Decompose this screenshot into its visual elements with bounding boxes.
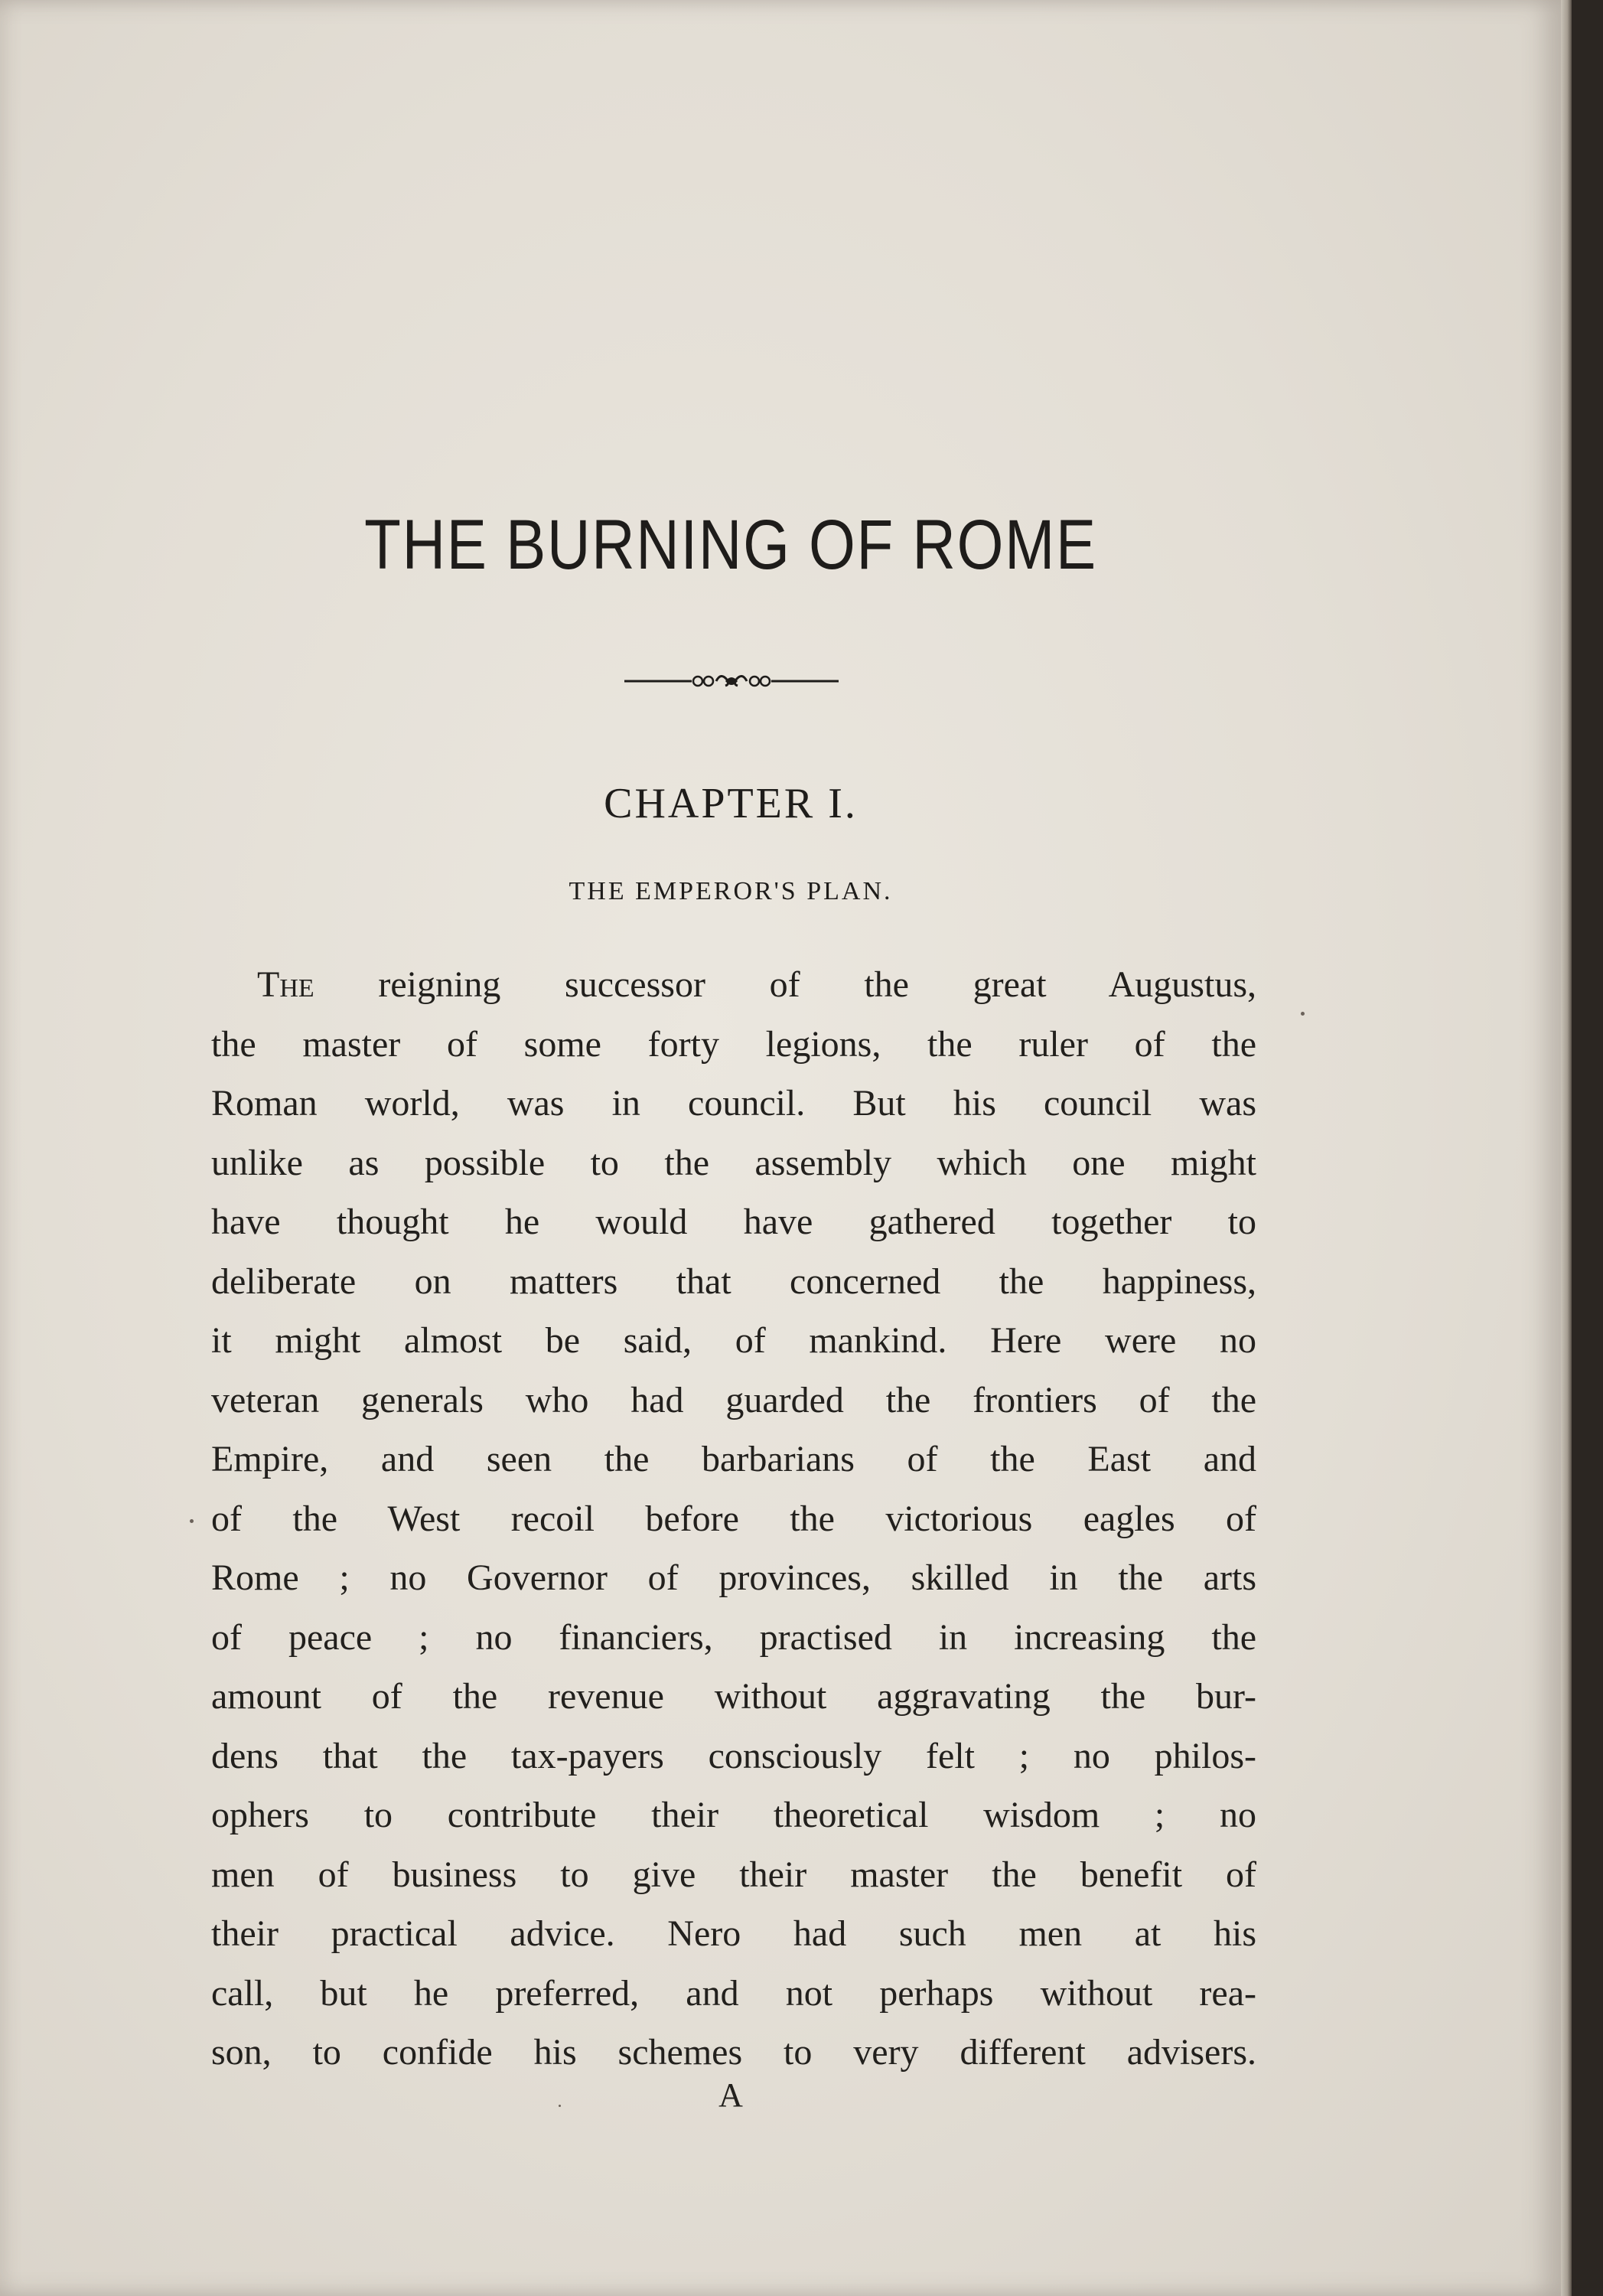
signature-mark: A xyxy=(718,2076,743,2114)
text-line: the master of some forty legions, the ruler of the xyxy=(211,1023,1256,1065)
text-line: men of business to give their master the benefit of xyxy=(211,1854,1256,1895)
book-title: THE BURNING OF ROME xyxy=(364,506,1097,584)
text-line: Empire, and seen the barbarians of the East and xyxy=(211,1439,1256,1479)
text-line: Rome ; no Governor of provinces, skilled in the arts xyxy=(211,1557,1256,1598)
ornament-divider xyxy=(624,666,839,696)
text-line xyxy=(211,955,1256,1015)
paper-speck xyxy=(1301,1012,1305,1016)
chapter-heading: CHAPTER I. xyxy=(604,780,858,827)
text-line: it might almost be said, of mankind. Here were no xyxy=(211,1320,1256,1361)
text-line: unlike as possible to the assembly which one might xyxy=(211,1142,1256,1183)
page-edge xyxy=(1561,0,1572,2296)
paper-speck xyxy=(559,2105,561,2107)
text-line: deliberate on matters that concerned the happiness, xyxy=(211,1261,1256,1302)
chapter-subtitle: THE EMPEROR'S PLAN. xyxy=(569,877,893,905)
text-line: veteran generals who had guarded the frontiers of the xyxy=(211,1379,1256,1420)
text-line: Roman world, was in council. But his council was xyxy=(211,1083,1256,1124)
text-line: son, to confide his schemes to very different advisers. xyxy=(211,2032,1256,2073)
text-line: their practical advice. Nero had such men at his xyxy=(211,1913,1256,1954)
text-line: of peace ; no financiers, practised in increasing the xyxy=(211,1616,1256,1658)
text-line: call, but he preferred, and not perhaps without rea- xyxy=(211,1972,1256,2014)
text-line-content: reigning successor of the great Augustus, xyxy=(378,964,1256,1005)
text-line: of the West recoil before the victorious eagles of xyxy=(211,1498,1256,1539)
first-word: The xyxy=(257,964,314,1005)
text-line: amount of the revenue without aggravating the bur- xyxy=(211,1676,1256,1717)
text-line: ophers to contribute their theoretical wisdom ; no xyxy=(211,1795,1256,1835)
body-paragraph xyxy=(211,955,1256,2082)
text-line: have thought he would have gathered together to xyxy=(211,1202,1256,1242)
paper-speck xyxy=(190,1519,194,1523)
text-line: dens that the tax-payers consciously felt ; no philos- xyxy=(211,1735,1256,1776)
